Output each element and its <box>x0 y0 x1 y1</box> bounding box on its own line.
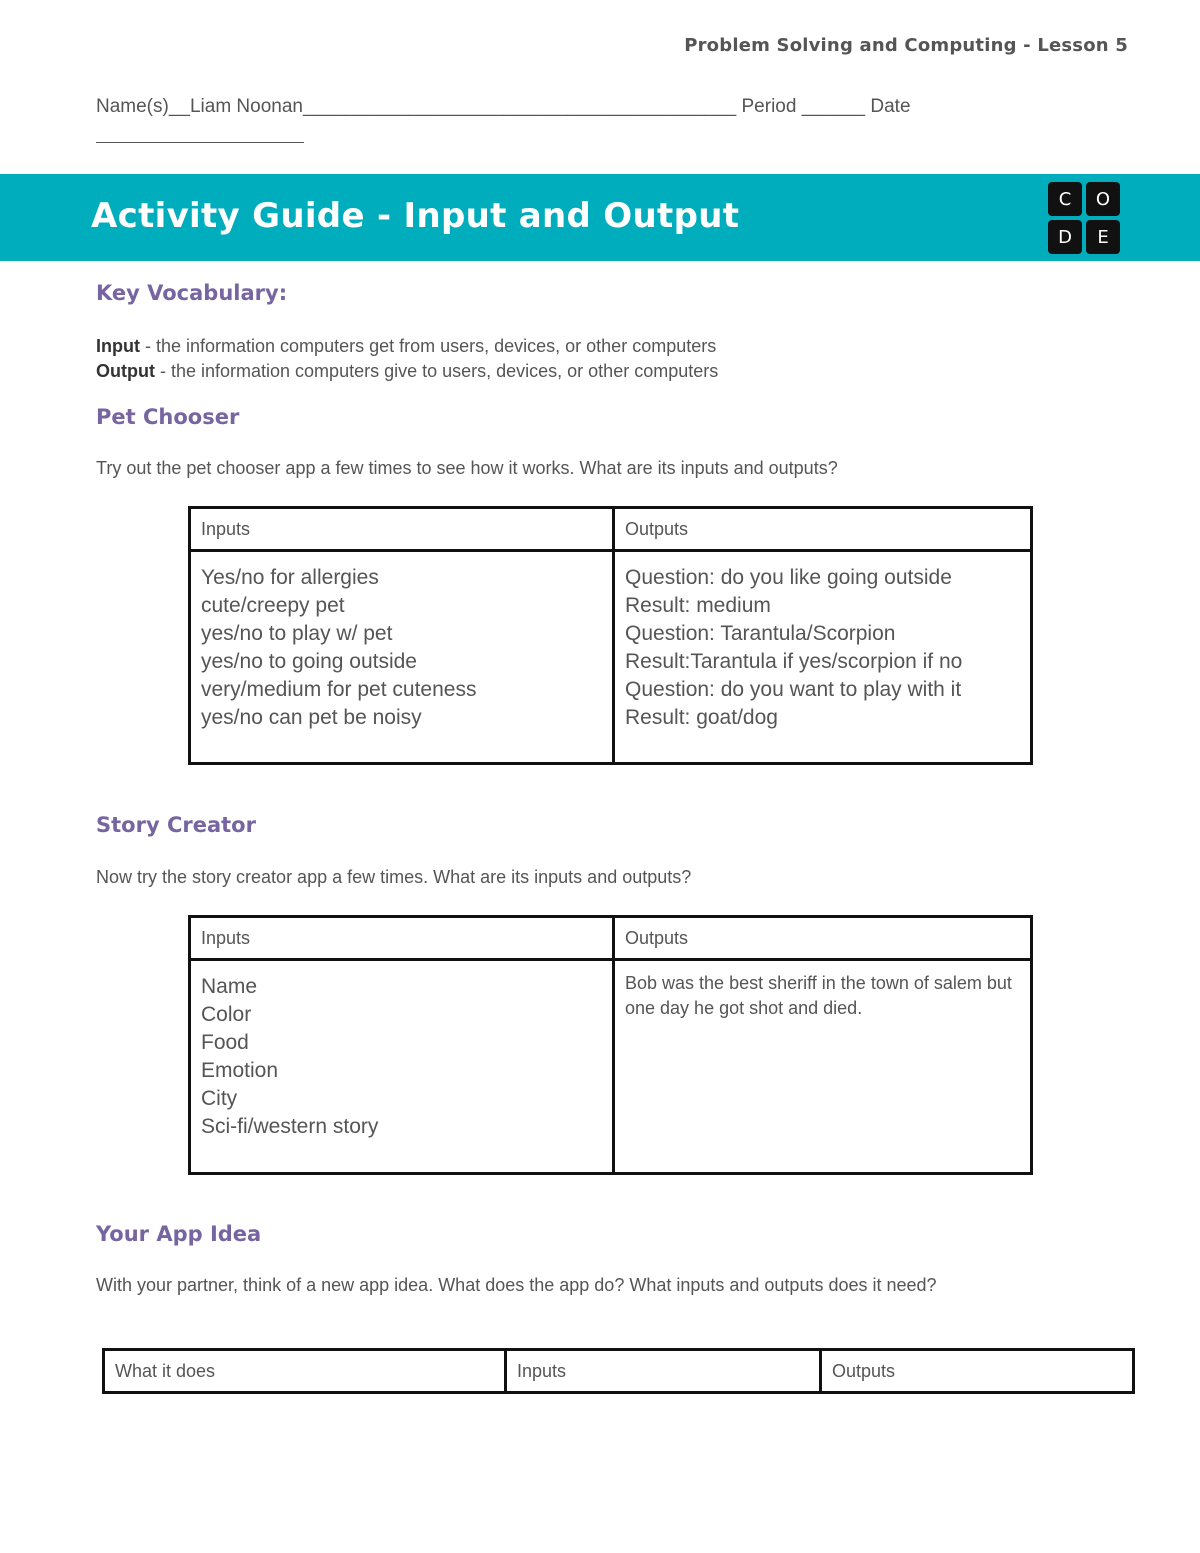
logo-letter-d: D <box>1048 220 1082 254</box>
app-idea-table <box>102 1348 1135 1394</box>
what-it-does-header: What it does <box>104 1350 506 1393</box>
name-period-date-line: Name(s)__Liam Noonan_________________________________________ Period ______ Date <box>96 96 911 117</box>
list-item: Color <box>201 1003 252 1026</box>
code-logo-icon <box>1048 182 1120 254</box>
list-item: Sci-fi/western story <box>201 1115 379 1138</box>
list-item: Yes/no for allergies <box>201 566 379 589</box>
vocab-term: Input <box>96 336 140 356</box>
logo-letter-e: E <box>1086 220 1120 254</box>
list-item: Name <box>201 975 258 998</box>
story-creator-table <box>188 915 1033 1175</box>
vocab-definition: - the information computers give to users, devices, or other computers <box>154 361 719 381</box>
story-creator-prompt: Now try the story creator app a few times. What are its inputs and outputs? <box>96 867 692 887</box>
page-title: Activity Guide - Input and Output <box>91 196 740 236</box>
logo-letter-c: C <box>1048 182 1082 216</box>
vocab-definition: - the information computers get from users, devices, or other computers <box>139 336 717 356</box>
list-item: Food <box>201 1031 249 1054</box>
app-idea-heading: Your App Idea <box>96 1222 262 1246</box>
outputs-header: Outputs <box>821 1350 1134 1393</box>
vocabulary-list <box>96 334 718 384</box>
list-item: very/medium for pet cuteness <box>201 678 477 701</box>
list-item: Question: do you like going outside <box>625 566 952 589</box>
inputs-header: Inputs <box>190 508 614 551</box>
app-idea-prompt: With your partner, think of a new app idea. What does the app do? What inputs and outputs does it need? <box>96 1275 937 1295</box>
logo-letter-o: O <box>1086 182 1120 216</box>
story-creator-heading: Story Creator <box>96 813 256 837</box>
vocab-item-output <box>96 359 718 384</box>
list-item: Question: Tarantula/Scorpion <box>625 622 896 645</box>
list-item: City <box>201 1087 238 1110</box>
outputs-header: Outputs <box>614 917 1032 960</box>
pet-chooser-heading: Pet Chooser <box>96 405 240 429</box>
outputs-header: Outputs <box>614 508 1032 551</box>
list-item: Emotion <box>201 1059 279 1082</box>
list-item: Question: do you want to play with it <box>625 678 962 701</box>
vocab-item-input <box>96 334 718 359</box>
story-output-text: Bob was the best sheriff in the town of salem but one day he got shot and died. <box>625 973 1012 1018</box>
pet-inputs-cell[interactable] <box>190 551 614 764</box>
inputs-header: Inputs <box>506 1350 821 1393</box>
course-lesson-label: Problem Solving and Computing - Lesson 5 <box>684 35 1128 56</box>
pet-outputs-cell[interactable] <box>614 551 1032 764</box>
list-item: Result: medium <box>625 594 771 617</box>
story-inputs-cell[interactable] <box>190 960 614 1174</box>
story-outputs-cell[interactable] <box>614 960 1032 1174</box>
list-item: yes/no can pet be noisy <box>201 706 422 729</box>
list-item: Result:Tarantula if yes/scorpion if no <box>625 650 963 673</box>
list-item: yes/no to play w/ pet <box>201 622 393 645</box>
list-item: yes/no to going outside <box>201 650 417 673</box>
pet-chooser-table <box>188 506 1033 765</box>
vocab-term: Output <box>96 361 155 381</box>
inputs-header: Inputs <box>190 917 614 960</box>
pet-chooser-prompt: Try out the pet chooser app a few times to see how it works. What are its inputs and outputs? <box>96 458 838 478</box>
vocabulary-heading: Key Vocabulary: <box>96 281 288 305</box>
date-blank-line <box>96 142 304 143</box>
list-item: Result: goat/dog <box>625 706 778 729</box>
list-item: cute/creepy pet <box>201 594 345 617</box>
